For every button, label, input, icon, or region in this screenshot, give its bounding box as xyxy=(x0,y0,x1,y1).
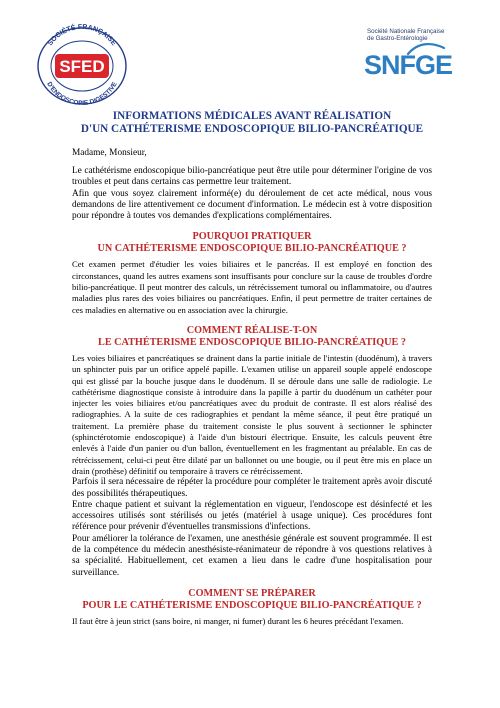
title-line-1: INFORMATIONS MÉDICALES AVANT RÉALISATION xyxy=(112,110,392,122)
section-paragraph: Cet examen permet d'étudier les voies biliaires et le pancréas. Il est employé en fonction des circonstances, quand les autres examens sont insuffisants pour conclure sur la cause de troubles d'ordre bilio-pancréatique. Il peut montrer des calculs, un rétrécissement tumoral ou inflammatoire, ou d'autres maladies plus rares des voies biliaires ou pancréatiques. Enfin, il peut permettre de traiter certaines de ces maladies en alternative ou en association avec la chirurgie. xyxy=(72,259,432,315)
snfge-logo xyxy=(364,28,474,88)
section-paragraph: Parfois il sera nécessaire de répéter la procédure pour compléter le traitement après avoir discuté des possibilités thérapeutiques. xyxy=(72,477,432,499)
section-heading-how xyxy=(72,325,432,349)
section-heading-line: POURQUOI PRATIQUER xyxy=(192,231,312,243)
svg-text:SOCIÉTÉ FRANÇAISE: SOCIÉTÉ FRANÇAISE xyxy=(46,23,118,48)
snfge-org-line2: de Gastro-Entérologie xyxy=(367,35,428,42)
intro-paragraph-2: Afin que vous soyez clairement informé(e) du déroulement de cet acte médical, nous vous demandons de lire attentivement ce document d'information. Le médecin est à votre disposition pour répondre à toutes vos demandes d'explications complémentaires. xyxy=(72,188,432,222)
section-heading-prepare xyxy=(72,588,432,612)
sfed-wordmark: SFED xyxy=(59,57,105,76)
section-paragraph: Entre chaque patient et suivant la réglementation en vigueur, l'endoscope est désinfecté et les accessoires utilisés sont stérilisés ou jetés (matériel à usage unique). Ces procédures font référence pour prévenir d'éventuelles transmissions d'infections. xyxy=(72,499,432,533)
sfed-emblem-icon xyxy=(33,22,131,106)
snfge-org-line1: Société Nationale Française xyxy=(367,28,445,35)
section-heading-line: COMMENT RÉALISE-T-ON xyxy=(186,324,318,336)
sfed-logo xyxy=(33,22,131,106)
document-title xyxy=(72,110,432,136)
section-heading-line: COMMENT SE PRÉPARER xyxy=(188,587,316,599)
section-heading-why xyxy=(72,231,432,255)
section-paragraph: Pour améliorer la tolérance de l'examen, une anesthésie générale est souvent programmée. Il est de la compétence du médecin anesthésiste-réanimateur de répondre à vos questions relatives à sa spécialité. Habituellement, cet examen a lieu dans le cadre d'une hospitalisation pour surveillance. xyxy=(72,533,432,578)
snfge-wordmark: SNFGE xyxy=(364,50,453,80)
svg-text:D'ENDOSCOPIE DIGESTIVE: D'ENDOSCOPIE DIGESTIVE xyxy=(45,80,119,106)
section-paragraph: Il faut être à jeun strict (sans boire, ni manger, ni fumer) durant les 6 heures précédant l'examen. xyxy=(72,615,404,626)
section-heading-line: POUR LE CATHÉTERISME ENDOSCOPIQUE BILIO-PANCRÉATIQUE ? xyxy=(82,599,422,611)
section-heading-line: LE CATHÉTERISME ENDOSCOPIQUE BILIO-PANCRÉATIQUE ? xyxy=(98,336,406,348)
intro-paragraph-1: Le cathétérisme endoscopique bilio-pancréatique peut être utile pour déterminer l'origine de vos troubles et peut dans certains cas permettre leur traitement. xyxy=(72,166,432,188)
title-line-2: D'UN CATHÉTERISME ENDOSCOPIQUE BILIO-PANCRÉATIQUE xyxy=(80,123,424,135)
document-body xyxy=(72,110,432,627)
salutation: Madame, Monsieur, xyxy=(72,148,147,158)
section-paragraph: Les voies biliaires et pancréatiques se drainent dans la partie initiale de l'intestin (duodénum), à travers un sphincter puis par un orifice appelé papille. L'examen utilise un appareil souple appelé endoscope qui est glissé par la bouche jusque dans le duodénum. Il se déroule dans une salle de radiologie. Le cathétérisme diagnostique consiste à introduire dans la papille à partir du duodénum un cathéter pour injecter les voies biliaires et/ou pancréatiques avec du produit de contraste. Il est alors réalisé des radiographies. A la suite de ces radiographies et pendant la même séance, il peut être pratiqué un traitement. La première phase du traitement consiste le plus souvent à sectionner le sphincter (sphinctérotomie endoscopique) à l'aide d'un bistouri électrique. Ensuite, les calculs peuvent être enlevés à l'aide d'un panier ou d'un ballon, éventuellement en les fragmentant au préalable. En cas de rétrécissement, celui-ci peut être dilaté par un ballonnet ou une bougie, ou il peut être mis en place un drain (prothèse) définitif ou temporaire à travers ce rétrécissement. xyxy=(72,352,432,476)
section-heading-line: UN CATHÉTERISME ENDOSCOPIQUE BILIO-PANCRÉATIQUE ? xyxy=(97,243,407,255)
